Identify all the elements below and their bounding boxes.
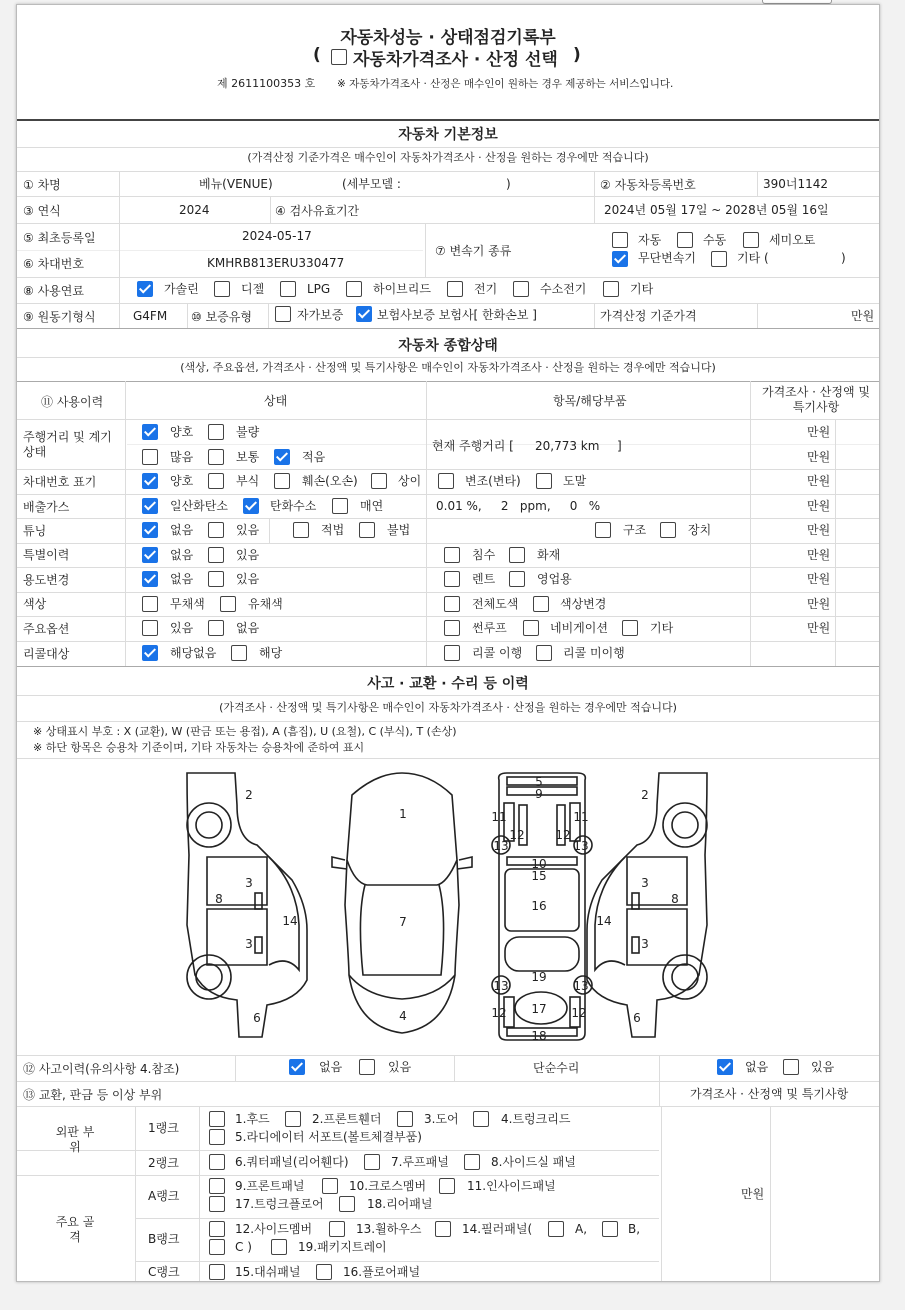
emission-label: 배출가스: [23, 500, 70, 514]
subtitle-open: (: [313, 45, 321, 65]
usage-yes-label: 있음: [236, 572, 260, 586]
part-pillar-c-checkbox[interactable]: [209, 1239, 225, 1255]
diagram-label-13-front-left: 13: [493, 839, 509, 853]
fuel-hybrid-label: 하이브리드: [373, 282, 431, 296]
diagram-label-12-rear-left: 12: [491, 1006, 507, 1020]
emission-co-checkbox[interactable]: [142, 498, 158, 514]
part-front-fender-checkbox[interactable]: [285, 1111, 301, 1127]
vin-mark-label: 차대번호 표기: [23, 475, 97, 489]
vin-mark-damage-checkbox[interactable]: [274, 473, 290, 489]
part-trunk-floor-label: 17.트렁크플로어: [235, 1197, 324, 1211]
part-trunk-floor-checkbox[interactable]: [209, 1196, 225, 1212]
color-change-label: 색상변경: [560, 597, 607, 611]
rankC-label: C랭크: [148, 1265, 180, 1279]
status-note: (색상, 주요옵션, 가격조사 · 산정액 및 특기사항은 매수인이 자동차가격조사 · 산정을 원하는 경우에만 적습니다): [180, 361, 716, 374]
part-quarter-panel-checkbox[interactable]: [209, 1154, 225, 1170]
part-door-checkbox[interactable]: [397, 1111, 413, 1127]
vin-mark-altered-label: 변조(변타): [465, 474, 521, 488]
vin-mark-altered-checkbox[interactable]: [438, 473, 454, 489]
legend-note: ※ 하단 항목은 승용차 기준이며, 기타 자동차는 승용차에 준하여 표시: [33, 741, 365, 754]
parts-label: ⑬ 교환, 판금 등 이상 부위: [23, 1088, 163, 1102]
diagram-label-2-right: 2: [641, 788, 649, 802]
diagram-label-8-right: 8: [671, 892, 679, 906]
trans-other-label: 기타 (: [737, 251, 769, 265]
diagram-label-14-left: 14: [282, 914, 298, 928]
mileage-normal-label: 보통: [236, 450, 260, 464]
special-fire-checkbox[interactable]: [509, 547, 525, 563]
usage-business-label: 영업용: [537, 572, 572, 586]
status-title: 자동차 종합상태: [398, 338, 498, 354]
part-hood-checkbox[interactable]: [209, 1111, 225, 1127]
part-side-member-label: 12.사이드멤버: [235, 1222, 313, 1236]
color-full-paint-checkbox[interactable]: [444, 596, 460, 612]
vin-mark-diff-checkbox[interactable]: [371, 473, 387, 489]
part-front-fender-label: 2.프론트휀더: [312, 1112, 382, 1126]
validity-label: ④ 검사유효기간: [275, 204, 360, 218]
special-flood-label: 침수: [472, 548, 496, 562]
fuel-label: ⑧ 사용연료: [23, 284, 84, 298]
simple-repair-none-checkbox[interactable]: [717, 1059, 733, 1075]
part-wheel-house-label: 13.휠하우스: [356, 1222, 422, 1236]
simple-repair-yes-checkbox[interactable]: [783, 1059, 799, 1075]
mileage-low-label: 적음: [302, 450, 326, 464]
car-name-label: ① 차명: [23, 178, 61, 192]
part-pillar-panel-label: 14.필러패널(: [462, 1222, 533, 1236]
basic-info-title: 자동차 기본정보: [398, 127, 498, 143]
option-navigation-checkbox[interactable]: [523, 620, 539, 636]
option-other-label: 기타: [650, 621, 674, 635]
recall-none-label: 해당없음: [170, 646, 217, 660]
trans-cvt-label: 무단변속기: [638, 251, 696, 265]
diagram-label-7: 7: [399, 915, 407, 929]
diagram-label-3-left-front: 3: [245, 876, 253, 890]
tuning-label: 튜닝: [23, 524, 47, 538]
rank1-label: 1랭크: [148, 1121, 179, 1135]
tuning-none-checkbox[interactable]: [142, 522, 158, 538]
special-flood-checkbox[interactable]: [444, 547, 460, 563]
part-side-member-checkbox[interactable]: [209, 1221, 225, 1237]
usage-rent-label: 렌트: [472, 572, 496, 586]
part-trunk-lid-label: 4.트렁크리드: [501, 1112, 571, 1126]
tuning-structure-checkbox[interactable]: [595, 522, 611, 538]
part-floor-panel-checkbox[interactable]: [316, 1264, 332, 1280]
option-no-checkbox[interactable]: [208, 620, 224, 636]
vin-mark-smear-label: 도말: [563, 474, 587, 488]
option-sunroof-checkbox[interactable]: [444, 620, 460, 636]
color-unit: 만원: [807, 597, 831, 611]
emission-hc-label: 탄화수소: [270, 499, 317, 513]
recall-label: 리콜대상: [23, 647, 70, 661]
special-yes-label: 있음: [236, 548, 260, 562]
diagram-label-6-left: 6: [253, 1011, 261, 1025]
special-fire-label: 화재: [537, 548, 561, 562]
fuel-other-label: 기타: [630, 282, 654, 296]
special-none-checkbox[interactable]: [142, 547, 158, 563]
trans-cvt-checkbox[interactable]: [612, 251, 628, 267]
part-pillar-c-label: C ): [235, 1240, 252, 1254]
fuel-lpg-label: LPG: [307, 282, 331, 296]
option-no-label: 없음: [236, 621, 260, 635]
emission-smoke-label: 매연: [360, 499, 384, 513]
part-wheel-house-checkbox[interactable]: [329, 1221, 345, 1237]
part-dash-panel-checkbox[interactable]: [209, 1264, 225, 1280]
mileage-good-checkbox[interactable]: [142, 424, 158, 440]
diagram-label-13-rear-left: 13: [493, 979, 509, 993]
fuel-other-checkbox[interactable]: [603, 281, 619, 297]
diagram-label-6-right: 6: [633, 1011, 641, 1025]
color-chromatic-label: 유채색: [248, 597, 283, 611]
fuel-hydrogen-checkbox[interactable]: [513, 281, 529, 297]
option-other-checkbox[interactable]: [622, 620, 638, 636]
emission-hc-checkbox[interactable]: [243, 498, 259, 514]
part-pillar-a-label: A,: [575, 1222, 588, 1236]
part-cross-member-checkbox[interactable]: [322, 1178, 338, 1194]
reg-no-value: 390너1142: [763, 177, 829, 191]
part-radiator-support-checkbox[interactable]: [209, 1129, 225, 1145]
trans-other-checkbox[interactable]: [711, 251, 727, 267]
mileage-value: 20,773 km: [535, 439, 600, 453]
option-unit: 만원: [807, 621, 831, 635]
color-chromatic-checkbox[interactable]: [220, 596, 236, 612]
fuel-diesel-checkbox[interactable]: [214, 281, 230, 297]
trans-semiauto-checkbox[interactable]: [743, 232, 759, 248]
outer-panel-label: 외판 부위: [55, 1125, 95, 1154]
warranty-label: ⑩ 보증유형: [191, 310, 252, 324]
part-pillar-panel-checkbox[interactable]: [435, 1221, 451, 1237]
special-label: 특별이력: [23, 548, 70, 562]
vin-mark-smear-checkbox[interactable]: [536, 473, 552, 489]
simple-repair-label: 단순수리: [533, 1061, 580, 1075]
diagram-label-4: 4: [399, 1009, 407, 1023]
warranty-self-label: 자가보증: [297, 308, 344, 322]
accident-title: 사고 · 교환 · 수리 등 이력: [367, 676, 529, 692]
diagram-label-3-right-front: 3: [641, 876, 649, 890]
model-detail-label: (세부모델 :: [342, 177, 401, 191]
usage-unit: 만원: [807, 572, 831, 586]
usage-label: 용도변경: [23, 573, 70, 587]
trans-auto-checkbox[interactable]: [612, 232, 628, 248]
part-side-sill-checkbox[interactable]: [464, 1154, 480, 1170]
subtitle-close: ): [573, 45, 581, 65]
usage-yes-checkbox[interactable]: [208, 571, 224, 587]
diagram-label-11-right: 11: [573, 810, 589, 824]
trans-semiauto-label: 세미오토: [769, 233, 816, 247]
warranty-self-checkbox[interactable]: [275, 306, 291, 322]
tuning-yes-checkbox[interactable]: [208, 522, 224, 538]
col-price: 가격조사 · 산정액 및 특기사항: [762, 385, 870, 414]
usage-none-checkbox[interactable]: [142, 571, 158, 587]
emission-co-label: 일산화탄소: [170, 499, 228, 513]
part-roof-panel-label: 7.루프패널: [391, 1155, 449, 1169]
fuel-gasoline-label: 가솔린: [164, 282, 199, 296]
vin-mark-good-label: 양호: [170, 474, 194, 488]
col-item: 항목/해당부품: [553, 394, 627, 408]
first-reg-value: 2024-05-17: [242, 229, 312, 243]
emission-values: 0.01 %, 2 ppm, 0 %: [436, 499, 601, 513]
tuning-device-checkbox[interactable]: [660, 522, 676, 538]
diagram-label-9: 9: [535, 787, 543, 801]
diagram-label-12-front-right: 12: [555, 828, 571, 842]
mileage-text: 현재 주행거리 [: [432, 439, 514, 453]
special-none-label: 없음: [170, 548, 194, 562]
vin-mark-good-checkbox[interactable]: [142, 473, 158, 489]
car-diagram: [167, 765, 727, 1045]
mileage-close: ]: [617, 439, 622, 453]
color-change-checkbox[interactable]: [533, 596, 549, 612]
legend-symbols: ※ 상태표시 부호 : X (교환), W (판금 또는 용접), A (흠집), U (요철), C (부식), T (손상): [33, 725, 457, 738]
engine-value: G4FM: [133, 309, 168, 323]
fuel-electric-checkbox[interactable]: [447, 281, 463, 297]
part-front-panel-label: 9.프론트패널: [235, 1179, 305, 1193]
simple-repair-none-label: 없음: [745, 1060, 769, 1074]
diagram-label-12-front-left: 12: [509, 828, 525, 842]
tuning-unit: 만원: [807, 523, 831, 537]
document-title: 자동차성능 · 상태점검기록부: [340, 28, 556, 48]
color-achromatic-checkbox[interactable]: [142, 596, 158, 612]
mileage-normal-checkbox[interactable]: [208, 449, 224, 465]
emission-smoke-checkbox[interactable]: [332, 498, 348, 514]
part-quarter-panel-label: 6.쿼터패널(리어휀다): [235, 1155, 349, 1169]
fuel-gasoline-checkbox[interactable]: [137, 281, 153, 297]
part-door-label: 3.도어: [424, 1112, 459, 1126]
simple-repair-yes-label: 있음: [811, 1060, 835, 1074]
mileage-high-label: 많음: [170, 450, 194, 464]
part-cross-member-label: 10.크로스멤버: [349, 1179, 427, 1193]
usage-rent-checkbox[interactable]: [444, 571, 460, 587]
fuel-diesel-label: 디젤: [241, 282, 265, 296]
part-package-tray-label: 19.패키지트레이: [298, 1240, 387, 1254]
mileage-label: 주행거리 및 계기상태: [23, 430, 112, 459]
diagram-label-1: 1: [399, 807, 407, 821]
mileage-bad-label: 불량: [236, 425, 260, 439]
tuning-device-label: 장치: [688, 523, 712, 537]
vin-value: KMHRB813ERU330477: [207, 256, 345, 270]
parts-price-unit: 만원: [741, 1187, 765, 1201]
part-front-panel-checkbox[interactable]: [209, 1178, 225, 1194]
model-detail-close: ): [506, 177, 511, 191]
fuel-lpg-checkbox[interactable]: [280, 281, 296, 297]
main-frame-label: 주요 골격: [55, 1215, 95, 1244]
emission-unit: 만원: [807, 499, 831, 513]
vin-mark-rust-label: 부식: [236, 474, 260, 488]
tuning-illegal-label: 불법: [387, 523, 411, 537]
option-sunroof-label: 썬루프: [472, 621, 507, 635]
vin-mark-damage-label: 훼손(오손): [302, 474, 358, 488]
rankB-label: B랭크: [148, 1232, 180, 1246]
engine-label: ⑨ 원동기형식: [23, 310, 96, 324]
option-yes-checkbox[interactable]: [142, 620, 158, 636]
part-pillar-a-checkbox[interactable]: [548, 1221, 564, 1237]
recall-yes-label: 해당: [259, 646, 283, 660]
part-side-sill-label: 8.사이드실 패널: [491, 1155, 576, 1169]
trans-manual-label: 수동: [703, 233, 727, 247]
basic-info-note: (가격산정 기준가격은 매수인이 자동차가격조사 · 산정을 원하는 경우에만 적습니다): [247, 151, 649, 164]
accident-none-checkbox[interactable]: [289, 1059, 305, 1075]
accident-note: (가격조사 · 산정액 및 특기사항은 매수인이 자동차가격조사 · 산정을 원하는 경우에만 적습니다): [219, 701, 677, 714]
validity-value: 2024년 05월 17일 ~ 2028년 05월 16일: [604, 203, 829, 217]
warranty-insurer-checkbox[interactable]: [356, 306, 372, 322]
tuning-none-label: 없음: [170, 523, 194, 537]
part-hood-label: 1.후드: [235, 1112, 270, 1126]
color-achromatic-label: 무채색: [170, 597, 205, 611]
mileage-unit-2: 만원: [807, 450, 831, 464]
diagram-label-19: 19: [531, 970, 547, 984]
tuning-yes-label: 있음: [236, 523, 260, 537]
first-reg-label: ⑤ 최초등록일: [23, 231, 96, 245]
parts-price-label: 가격조사 · 산정액 및 특기사항: [690, 1087, 849, 1101]
part-inside-panel-checkbox[interactable]: [439, 1178, 455, 1194]
accident-yes-checkbox[interactable]: [359, 1059, 375, 1075]
price-survey-checkbox[interactable]: [331, 49, 347, 65]
diagram-label-18: 18: [531, 1029, 547, 1043]
mileage-unit-1: 만원: [807, 425, 831, 439]
base-price-unit: 만원: [851, 309, 875, 323]
reg-no-label: ② 자동차등록번호: [600, 178, 696, 192]
part-pillar-b-checkbox[interactable]: [602, 1221, 618, 1237]
diagram-label-11-left: 11: [491, 810, 507, 824]
option-label: 주요옵션: [23, 622, 70, 636]
diagram-label-16: 16: [531, 899, 547, 913]
diagram-label-13-rear-right: 13: [573, 979, 589, 993]
diagram-label-12-rear-right: 12: [571, 1006, 587, 1020]
rankA-label: A랭크: [148, 1189, 180, 1203]
part-trunk-lid-checkbox[interactable]: [473, 1111, 489, 1127]
color-label: 색상: [23, 597, 47, 611]
vin-mark-unit: 만원: [807, 474, 831, 488]
trans-manual-checkbox[interactable]: [677, 232, 693, 248]
fuel-electric-label: 전기: [474, 282, 498, 296]
diagram-label-8-left: 8: [215, 892, 223, 906]
usage-none-label: 없음: [170, 572, 194, 586]
diagram-label-14-right: 14: [596, 914, 612, 928]
trans-other-close: ): [841, 251, 846, 265]
option-yes-label: 있음: [170, 621, 194, 635]
accident-history-label: ⑫ 사고이력(유의사항 4.참조): [23, 1062, 180, 1076]
tuning-legal-checkbox[interactable]: [293, 522, 309, 538]
inspection-record-sheet: [16, 4, 880, 1282]
diagram-label-3-left-rear: 3: [245, 937, 253, 951]
accident-none-label: 없음: [319, 1060, 343, 1074]
color-full-paint-label: 전체도색: [472, 597, 519, 611]
col-history: ⑪ 사용이력: [41, 395, 104, 409]
year-label: ③ 연식: [23, 204, 61, 218]
fuel-hybrid-checkbox[interactable]: [346, 281, 362, 297]
part-package-tray-checkbox[interactable]: [271, 1239, 287, 1255]
part-roof-panel-checkbox[interactable]: [364, 1154, 380, 1170]
special-unit: 만원: [807, 548, 831, 562]
mileage-bad-checkbox[interactable]: [208, 424, 224, 440]
document-number: 제 2611100353 호: [217, 77, 316, 90]
part-inside-panel-label: 11.인사이드패널: [467, 1179, 556, 1193]
vin-label: ⑥ 차대번호: [23, 257, 84, 271]
car-name-value: 베뉴(VENUE): [199, 177, 273, 191]
rank2-label: 2랭크: [148, 1156, 179, 1170]
option-navigation-label: 네비게이션: [550, 621, 608, 635]
diagram-label-15: 15: [531, 869, 547, 883]
part-rear-panel-label: 18.리어패널: [367, 1197, 433, 1211]
part-rear-panel-checkbox[interactable]: [339, 1196, 355, 1212]
recall-notdone-label: 리콜 미이행: [563, 646, 625, 660]
recall-none-checkbox[interactable]: [142, 645, 158, 661]
recall-done-label: 리콜 이행: [472, 646, 523, 660]
part-pillar-b-label: B,: [628, 1222, 641, 1236]
tuning-structure-label: 구조: [623, 523, 647, 537]
usage-business-checkbox[interactable]: [509, 571, 525, 587]
accident-yes-label: 있음: [388, 1060, 412, 1074]
diagram-label-2-left: 2: [245, 788, 253, 802]
trans-auto-label: 자동: [638, 233, 662, 247]
diagram-label-3-right-rear: 3: [641, 937, 649, 951]
diagram-label-17: 17: [531, 1002, 547, 1016]
warranty-insurer-label: 보험사보증 보험사[ 한화손보 ]: [377, 308, 537, 322]
base-price-label: 가격산정 기준가격: [600, 309, 697, 323]
part-dash-panel-label: 15.대쉬패널: [235, 1265, 301, 1279]
mileage-low-checkbox[interactable]: [274, 449, 290, 465]
mileage-high-checkbox[interactable]: [142, 449, 158, 465]
diagram-label-5: 5: [535, 775, 543, 789]
vin-mark-rust-checkbox[interactable]: [208, 473, 224, 489]
recall-notdone-checkbox[interactable]: [536, 645, 552, 661]
mileage-good-label: 양호: [170, 425, 194, 439]
fuel-hydrogen-label: 수소전기: [540, 282, 587, 296]
transmission-label: ⑦ 변속기 종류: [435, 244, 512, 258]
special-yes-checkbox[interactable]: [208, 547, 224, 563]
year-value: 2024: [179, 203, 210, 217]
subtitle-text: 자동차가격조사 · 산정 선택: [353, 50, 558, 70]
part-radiator-support-label: 5.라디에이터 서포트(볼트체결부품): [235, 1130, 422, 1144]
tuning-illegal-checkbox[interactable]: [359, 522, 375, 538]
recall-yes-checkbox[interactable]: [231, 645, 247, 661]
col-state: 상태: [264, 394, 288, 408]
part-floor-panel-label: 16.플로어패널: [343, 1265, 421, 1279]
vin-mark-diff-label: 상이: [398, 474, 422, 488]
tuning-legal-label: 적법: [321, 523, 345, 537]
recall-done-checkbox[interactable]: [444, 645, 460, 661]
diagram-label-10: 10: [531, 857, 547, 871]
diagram-label-13-front-right: 13: [573, 839, 589, 853]
service-note: ※ 자동차가격조사 · 산정은 매수인이 원하는 경우 제공하는 서비스입니다.: [337, 78, 674, 90]
